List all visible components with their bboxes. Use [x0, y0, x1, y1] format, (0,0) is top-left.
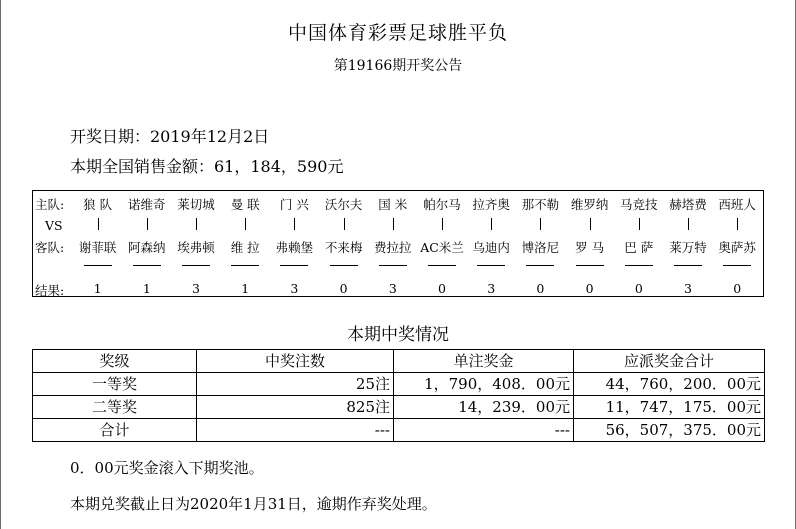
home-team: 狼 队 [83, 197, 113, 212]
prize-per-bet: --- [394, 419, 574, 442]
separator-line [625, 265, 653, 266]
vs-marker [737, 218, 738, 230]
winner-count: 825注 [197, 396, 394, 419]
away-team: 罗 马 [575, 240, 605, 255]
prize-per-bet: 1，790，408．00元 [394, 373, 574, 396]
vs-marker [344, 218, 345, 230]
header-cell: 单注奖金 [394, 350, 574, 373]
winner-count: --- [197, 419, 394, 442]
rollover-note: 0．00元奖金滚入下期奖池。 [70, 459, 264, 477]
separator-line [723, 265, 751, 266]
home-team: 拉齐奥 [472, 197, 510, 212]
vs-marker [245, 218, 246, 230]
match-result: 3 [290, 281, 299, 296]
page-subtitle: 第19166期开奖公告 [333, 58, 463, 74]
separator-line [182, 265, 210, 266]
away-team: AC米兰 [420, 240, 464, 255]
prize-level: 二等奖 [33, 396, 197, 419]
draw-date: 开奖日期：2019年12月2日 [70, 127, 270, 146]
separator-line [428, 265, 456, 266]
match-result: 0 [438, 281, 446, 296]
away-team: 阿森纳 [128, 240, 166, 255]
away-team: 奥萨苏 [718, 240, 756, 255]
match-result: 0 [339, 281, 348, 296]
table-row [33, 373, 765, 396]
separator-line [576, 265, 604, 266]
home-team: 沃尔夫 [324, 197, 363, 212]
separator-line [477, 265, 505, 266]
header-cell: 中奖注数 [197, 350, 394, 373]
separator-line [674, 265, 702, 266]
match-result: 3 [487, 281, 496, 296]
prize-total: 11，747，175．00元 [574, 396, 765, 419]
separator-line [526, 265, 554, 266]
page-left-border [0, 0, 1, 529]
home-team: 莱切城 [177, 197, 215, 212]
prize-table [32, 349, 765, 442]
home-team: 曼 联 [230, 197, 260, 212]
vs-marker [196, 218, 197, 230]
vs-marker [540, 218, 541, 230]
home-team: 维罗纳 [570, 197, 609, 212]
separator-line [133, 265, 161, 266]
header-cell: 应派奖金合计 [574, 350, 765, 373]
vs-marker [442, 218, 443, 230]
vs-marker [393, 218, 394, 230]
away-team: 巴 萨 [624, 240, 654, 255]
match-result: 1 [93, 281, 102, 296]
away-team: 乌迪内 [472, 240, 510, 255]
match-result: 3 [192, 281, 200, 296]
deadline-note: 本期兑奖截止日为2020年1月31日，逾期作弃奖处理。 [70, 495, 437, 513]
home-team: 国 米 [378, 197, 408, 212]
match-result: 0 [733, 281, 742, 296]
separator-line [379, 265, 407, 266]
vs-marker [491, 218, 492, 230]
vs-row-label: VS [45, 218, 63, 233]
away-team: 费拉拉 [374, 240, 412, 255]
vs-marker [590, 218, 591, 230]
away-team: 维 拉 [230, 240, 260, 255]
home-team: 门 兴 [279, 197, 309, 212]
vs-marker [639, 218, 640, 230]
away-team: 谢菲联 [78, 240, 117, 255]
prize-level: 一等奖 [33, 373, 197, 396]
home-row-label: 主队: [35, 197, 65, 212]
result-row-label: 结果: [35, 283, 65, 298]
away-team: 莱万特 [669, 240, 707, 255]
match-result: 3 [684, 281, 692, 296]
separator-line [330, 265, 358, 266]
vs-marker [688, 218, 689, 230]
match-result: 0 [585, 281, 594, 296]
match-result: 3 [388, 281, 397, 296]
sales-amount: 本期全国销售金额：61，184，590元 [70, 157, 344, 176]
separator-line [280, 265, 308, 266]
home-team: 马竞技 [620, 197, 658, 212]
match-result: 0 [536, 281, 545, 296]
match-result: 0 [634, 281, 643, 296]
page-title: 中国体育彩票足球胜平负 [287, 22, 508, 44]
home-team: 赫塔费 [669, 197, 707, 212]
vs-marker [147, 218, 148, 230]
table-row [33, 419, 765, 442]
prize-section-title: 本期中奖情况 [347, 325, 449, 345]
prize-per-bet: 14，239．00元 [394, 396, 574, 419]
vs-marker [98, 218, 99, 230]
prize-total: 56，507，375．00元 [574, 419, 765, 442]
away-team: 不来梅 [324, 240, 363, 255]
home-team: 诺维奇 [128, 197, 166, 212]
match-table [32, 190, 764, 297]
home-team: 西班人 [718, 197, 756, 212]
away-team: 埃弗顿 [177, 240, 215, 255]
header-cell: 奖级 [33, 350, 197, 373]
match-result: 1 [241, 281, 250, 296]
away-team: 博洛尼 [521, 240, 560, 255]
prize-level: 合计 [33, 419, 197, 442]
separator-line [84, 265, 112, 266]
away-row-label: 客队: [35, 240, 65, 255]
prize-total: 44，760，200．00元 [574, 373, 765, 396]
winner-count: 25注 [197, 373, 394, 396]
prize-table-header [33, 350, 765, 373]
home-team: 那不勒 [521, 197, 560, 212]
match-result: 1 [142, 281, 151, 296]
home-team: 帕尔马 [423, 197, 461, 212]
vs-marker [294, 218, 295, 230]
separator-line [231, 265, 259, 266]
away-team: 弗赖堡 [275, 240, 314, 255]
table-row [33, 396, 765, 419]
